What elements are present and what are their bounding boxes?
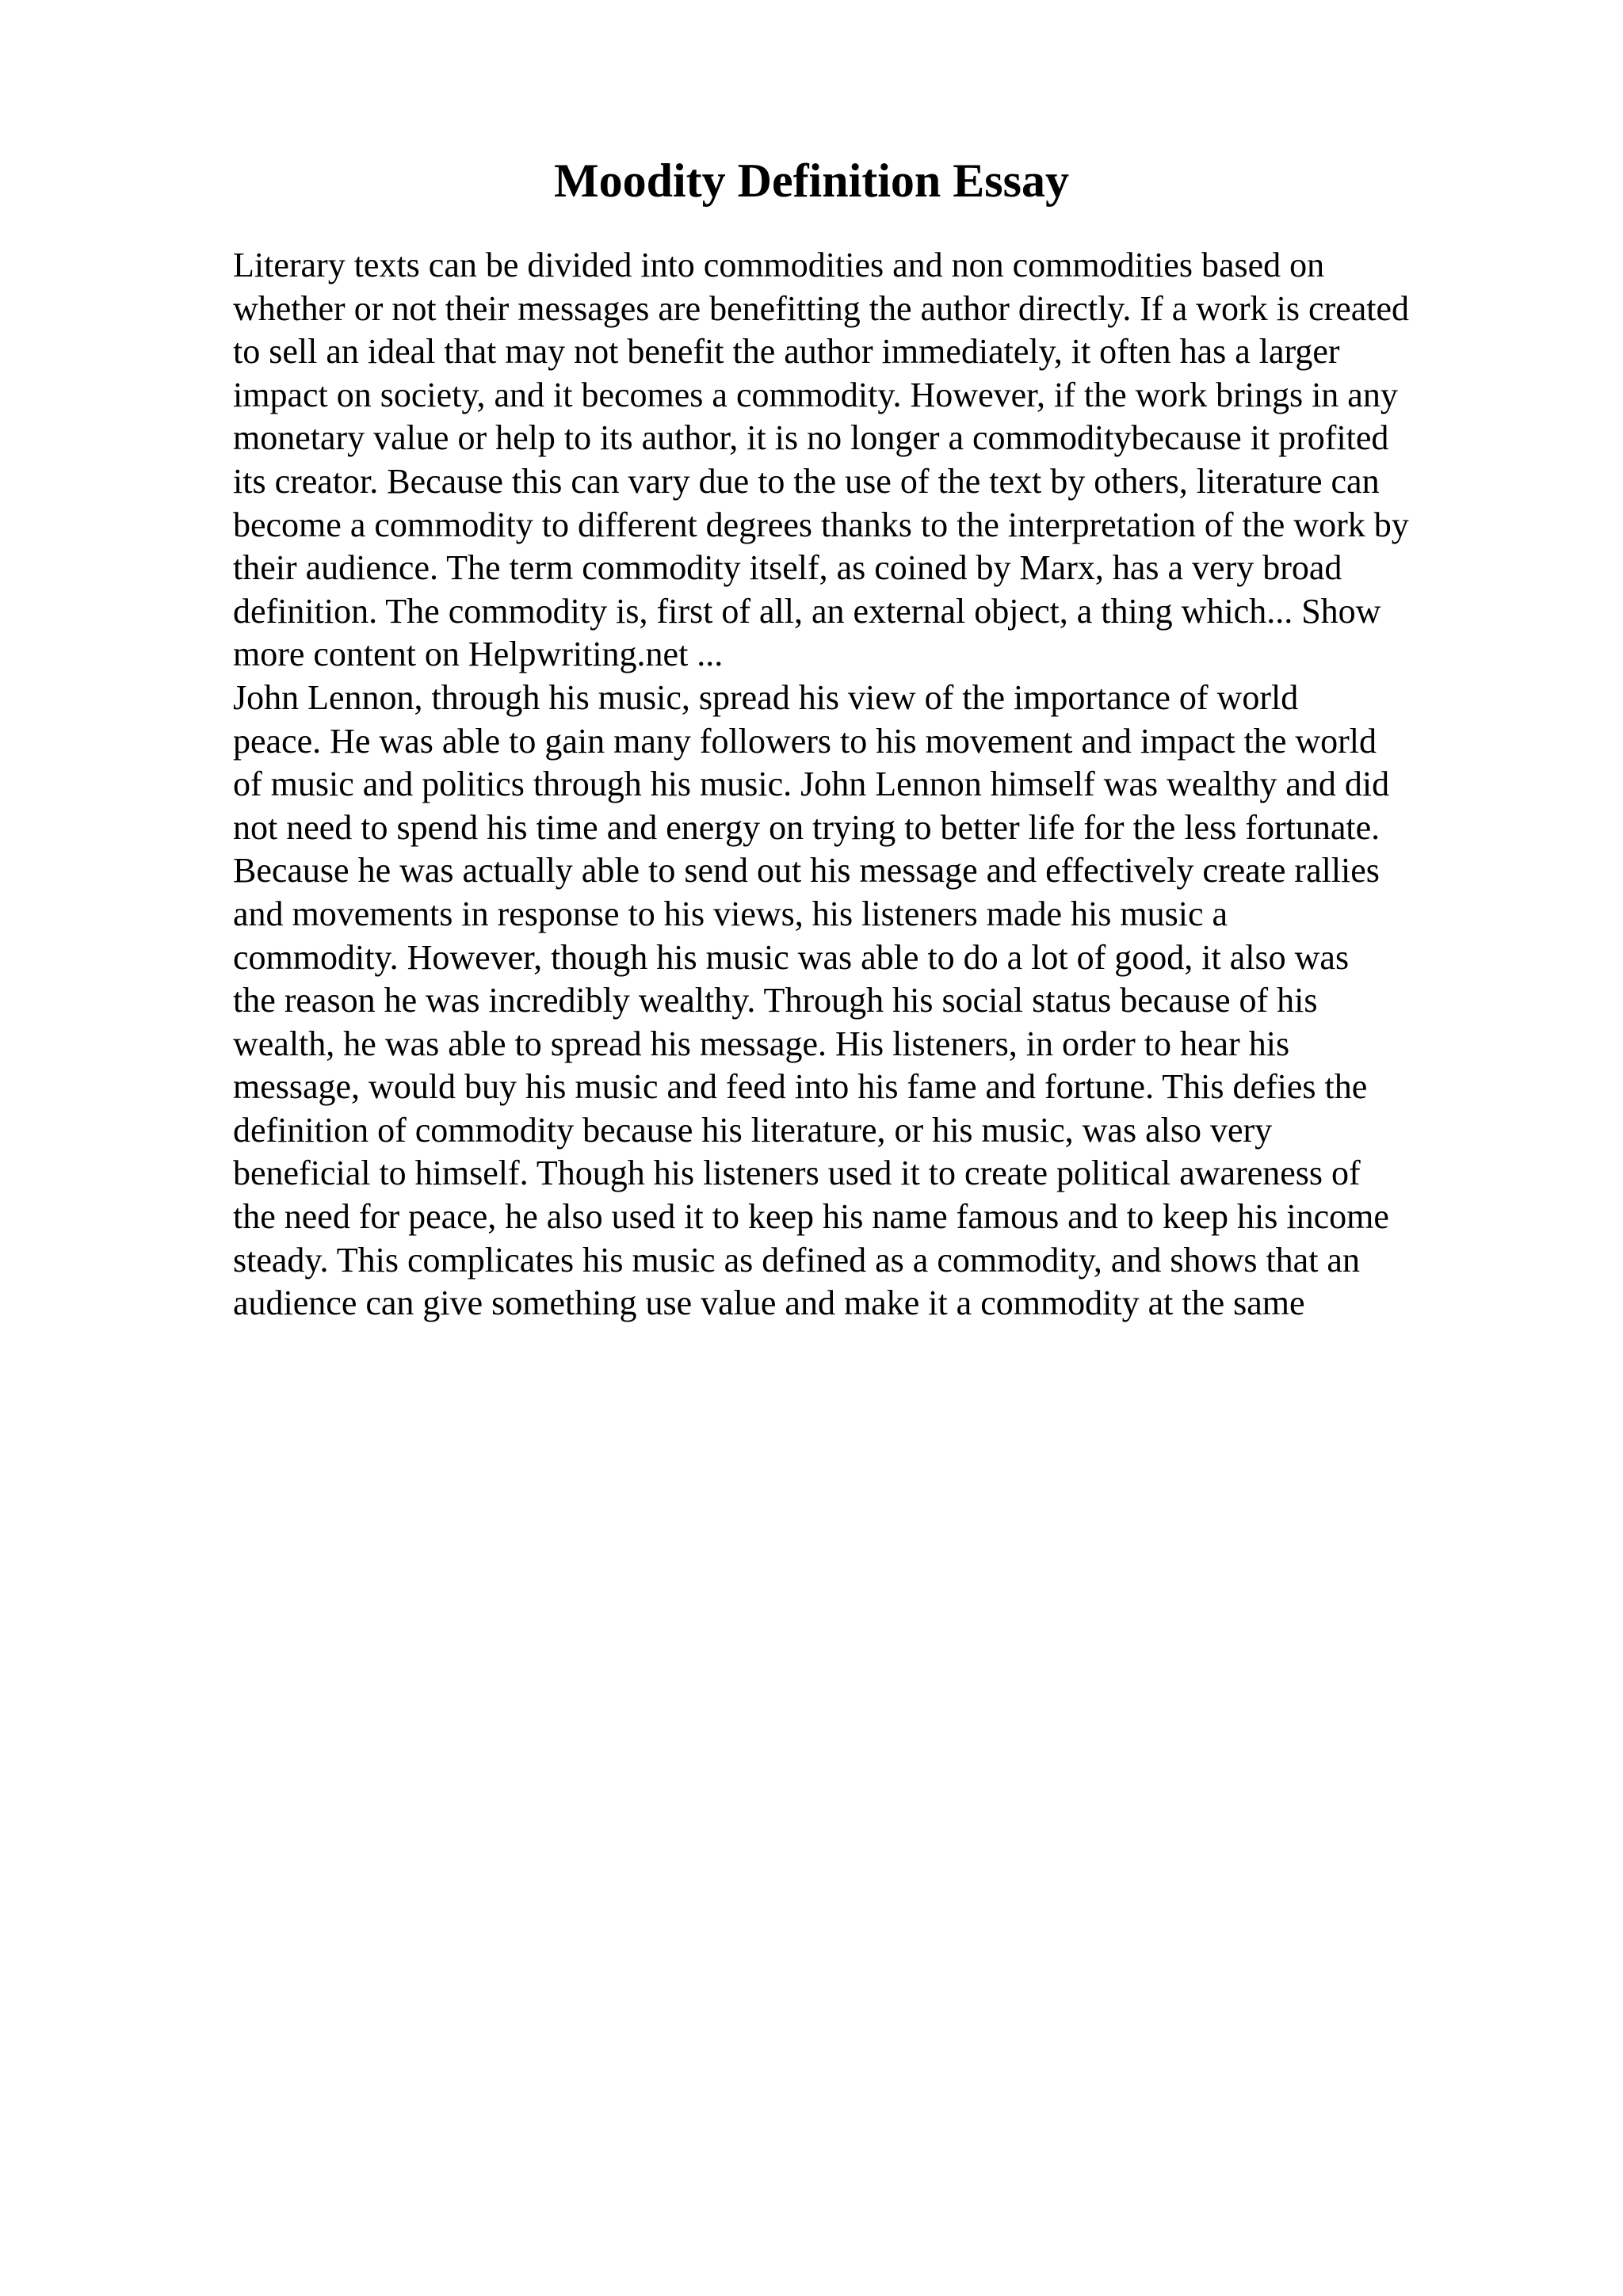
text-line: message, would buy his music and feed into his fame and fortune. This defies the [233,1067,1368,1107]
text-line: of music and politics through his music. John Lennon himself was wealthy and did [233,765,1390,804]
text-line: the reason he was incredibly wealthy. Through his social status because of his [233,981,1318,1020]
text-line: Because he was actually able to send out his message and effectively create rallies [233,851,1380,891]
text-line: peace. He was able to gain many followers to his movement and impact the world [233,721,1377,761]
text-line: their audience. The term commodity itself, as coined by Marx, has a very broad [233,548,1342,588]
text-line: not need to spend his time and energy on trying to better life for the less fortunate. [233,807,1381,847]
text-line: definition of commodity because his literature, or his music, was also very [233,1110,1273,1150]
document-body [233,244,1533,1325]
text-line: whether or not their messages are benefitting the author directly. If a work is created [233,288,1410,328]
text-line: the need for peace, he also used it to keep his name famous and to keep his income [233,1197,1389,1237]
text-line: and movements in response to his views, his listeners made his music a [233,894,1228,933]
text-line: Literary texts can be divided into commodities and non commodities based on [233,246,1325,284]
text-line: become a commodity to different degrees thanks to the interpretation of the work by [233,505,1409,544]
paragraph-2 [233,677,1533,1325]
text-line: impact on society, and it becomes a commodity. However, if the work brings in any [233,375,1398,414]
text-line: John Lennon, through his music, spread his view of the importance of world [233,677,1299,717]
paragraph-1 [233,244,1533,677]
text-line: definition. The commodity is, first of all, an external object, a thing which... Show [233,591,1381,631]
text-line: to sell an ideal that may not benefit the author immediately, it often has a larger [233,332,1340,372]
document-title: Moodity Definition Essay [553,154,1070,207]
text-line: more content on Helpwriting.net ... [233,635,724,674]
text-line: its creator. Because this can vary due to the use of the text by others, literature can [233,461,1380,501]
text-line: steady. This complicates his music as defined as a commodity, and shows that an [233,1240,1360,1280]
text-line: commodity. However, though his music was able to do a lot of good, it also was [233,937,1350,977]
text-line: beneficial to himself. Though his listeners used it to create political awareness of [233,1154,1361,1193]
text-line: wealth, he was able to spread his message. His listeners, in order to hear his [233,1024,1290,1063]
text-line: monetary value or help to its author, it is no longer a commoditybecause it profited [233,418,1389,458]
text-line: audience can give something use value and make it a commodity at the same [233,1283,1305,1323]
